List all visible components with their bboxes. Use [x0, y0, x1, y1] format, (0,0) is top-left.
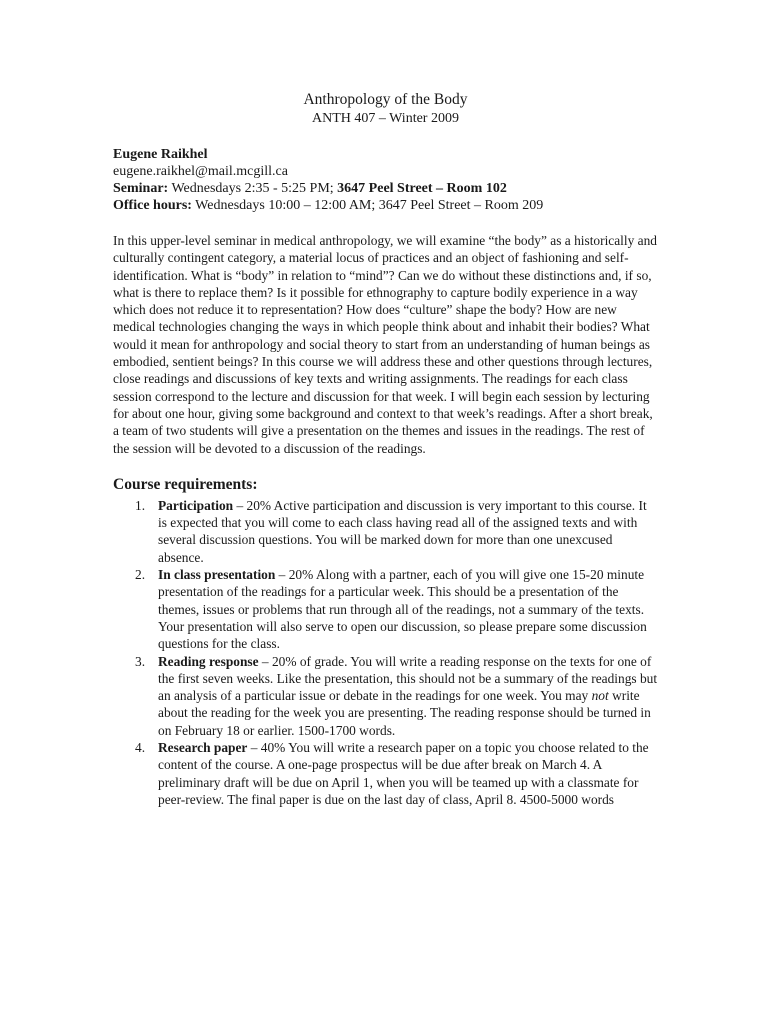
course-description: In this upper-level seminar in medical anthropology, we will examine “the body” as a historically and culturally contingent category, a material locus of practices and an object of fashioning and self-identification. What is “body” in relation to “mind”? Can we do without these distinctions and, if so, what is there to replace them? Is it possible for ethnography to capture bodily experience in a way which does not reduce it to representation? How does “culture” shape the body? How are new medical technologies changing the ways in which people think about and inhabit their bodies? What would it mean for anthropology and social theory to start from an understanding of human beings as embodied, sentient beings? In this course we will address these and other questions through lectures, close readings and discussions of key texts and writing assignments. The readings for each class session correspond to the lecture and discussion for that week. I will begin each session by lecturing for about one hour, giving some background and context to that week’s readings. After a short break, a team of two students will give a presentation on the themes and issues in the readings. The rest of the session will be devoted to a discussion of the readings. — [113, 233, 657, 456]
requirement-title: Participation — [158, 497, 234, 513]
requirement-item — [113, 653, 658, 739]
requirement-item — [113, 497, 658, 566]
seminar-label: Seminar: — [113, 181, 169, 196]
requirements-heading: Course requirements: — [113, 475, 258, 493]
requirement-text: – 40% You will write a research paper on a topic you choose related to the content of the course. A one-page prospectus will be due after break on March 4. A preliminary draft will be due on April 1, when you will be teamed up with a classmate for peer-review. The final paper is due on the last day of class, April 8. 4500-5000 words — [158, 740, 649, 807]
requirement-title: Reading response — [158, 653, 259, 669]
instructor-block — [113, 146, 658, 214]
office-hours-label: Office hours: — [113, 198, 192, 213]
requirement-emphasis: not — [591, 688, 609, 704]
requirements-list — [113, 497, 658, 808]
seminar-line — [113, 180, 658, 197]
course-subtitle: ANTH 407 – Winter 2009 — [312, 111, 459, 126]
instructor-email: eugene.raikhel@mail.mcgill.ca — [113, 164, 288, 179]
requirement-title: In class presentation — [158, 567, 276, 583]
requirement-text: – 20% Along with a partner, each of you will give one 15-20 minute presentation of the readings for a particular week. This should be a presentation of the themes, issues or problems that run through all of the readings, not a summary of the texts. Your presentation will also serve to open our discussion, so please prepare some discussion questions for the class. — [158, 567, 647, 652]
requirement-number: 3. — [135, 653, 146, 669]
seminar-time: Wednesdays 2:35 - 5:25 PM; — [168, 181, 338, 196]
requirement-text: – 20% Active participation and discussion is very important to this course. It is expected that you will come to each class having read all of the assigned texts and with several discussion questions. You will be marked down for more than one unexcused absence. — [158, 497, 647, 565]
requirement-item — [113, 739, 658, 808]
office-hours-line — [113, 197, 658, 214]
course-title: Anthropology of the Body — [303, 91, 468, 108]
requirement-number: 2. — [135, 567, 146, 583]
instructor-name: Eugene Raikhel — [113, 147, 208, 162]
requirement-item — [113, 566, 658, 652]
seminar-location: 3647 Peel Street – Room 102 — [337, 181, 507, 196]
requirement-number: 1. — [135, 497, 146, 513]
requirement-text-continued: write about the reading for the week you are presenting. The reading response should be turned in on February 18 or earlier. 1500-1700 words. — [158, 688, 651, 738]
requirement-title: Research paper — [158, 740, 248, 756]
requirement-number: 4. — [135, 740, 146, 756]
office-hours-text: Wednesdays 10:00 – 12:00 AM; 3647 Peel Street – Room 209 — [191, 198, 544, 213]
requirement-text: – 20% of grade. You will write a reading response on the texts for one of the first seven weeks. Like the presentation, this should not be a summary of the readings but an analysis of a particular issue or debate in the readings for one week. You may — [158, 653, 658, 704]
syllabus-page — [113, 90, 658, 808]
